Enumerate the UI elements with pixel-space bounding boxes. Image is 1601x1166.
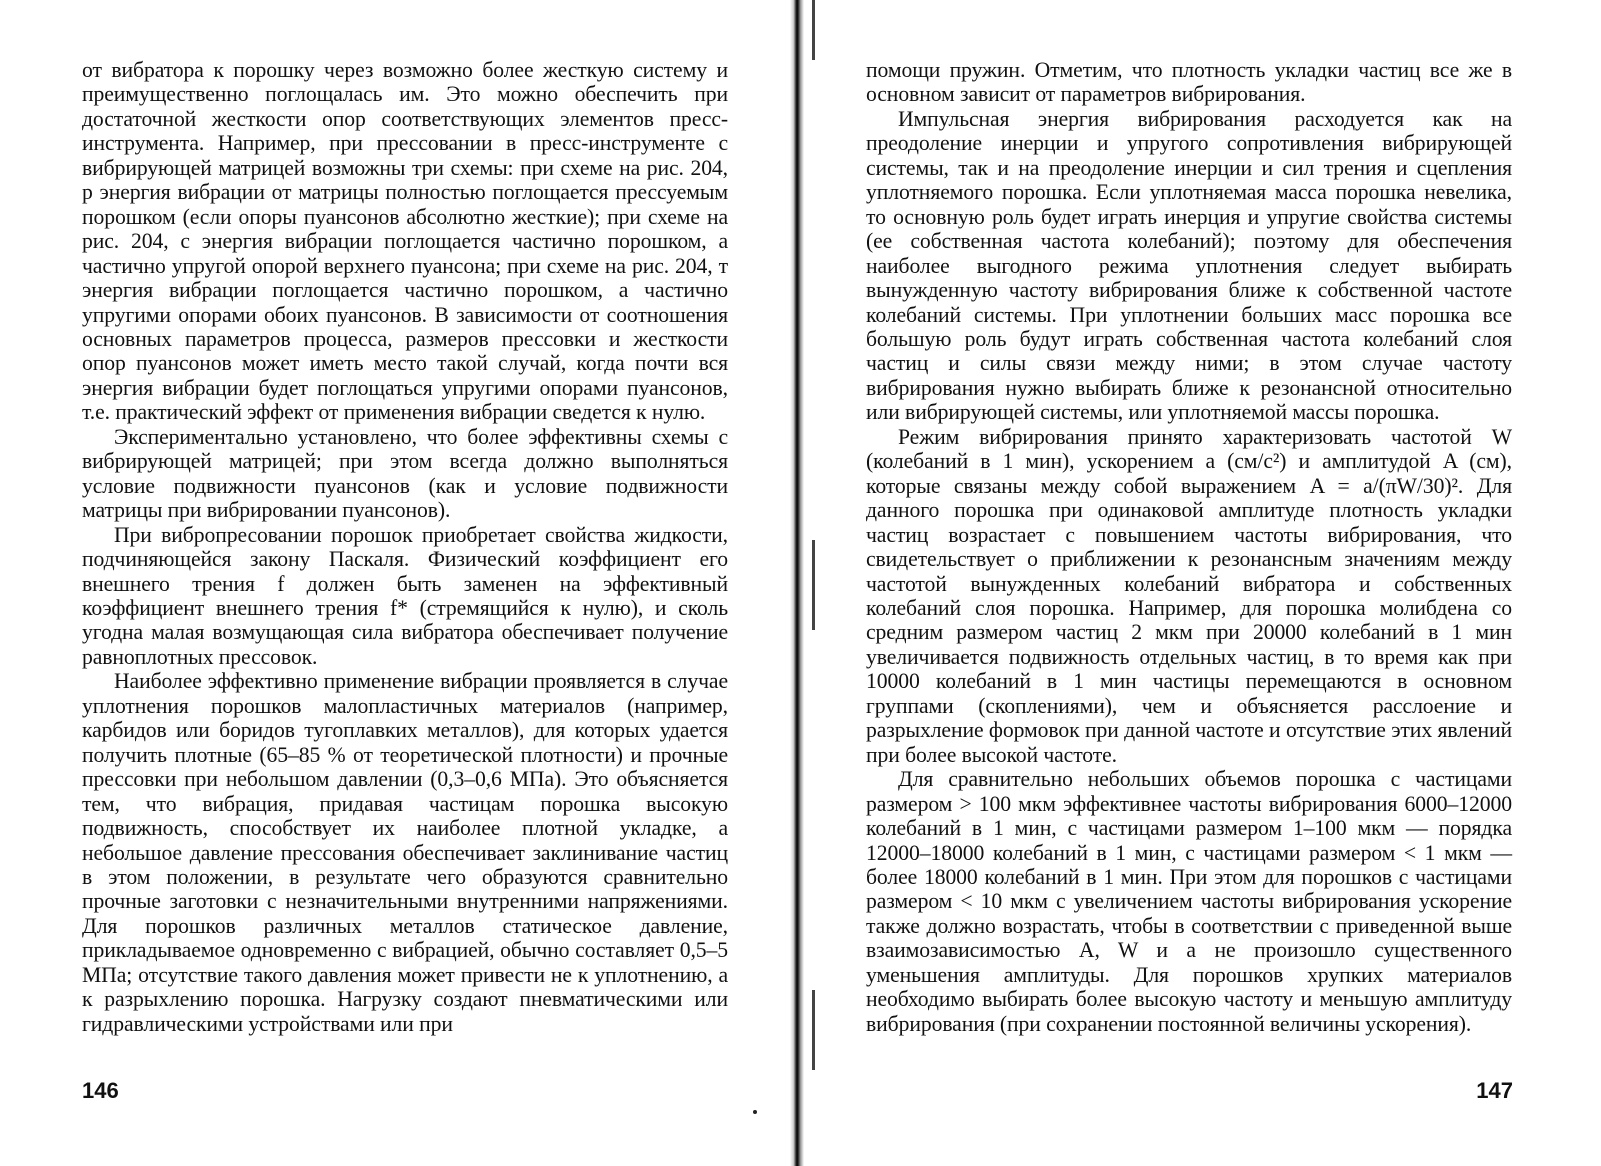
paragraph: Импульсная энергия вибрирования расходуется как на преодоление инерции и упругого сопротивления вибрирующей системы, так и на преодоление инерции и сил трения и сцепления уплотняемого порошка. Если уплотняемая масса порошка невелика, то основную роль будет играть инерция и упругие свойства системы (ее собственная частота колебаний); поэтому для обеспечения наиболее выгодного режима уплотнения следует выбирать вынужденную частоту вибрирования ближе к собственной частоте колебаний системы. При уплотнении больших масс порошка все большую роль будут играть собственная частота колебаний слоя частиц и силы связи между ними; в этом случае частоту вибрирования нужно выбирать ближе к резонансной относительно или вибрирующей системы, или уплотняемой массы порошка. — [866, 106, 1512, 425]
page-number-right: 147 — [1476, 1078, 1513, 1103]
paragraph: Наиболее эффективно применение вибрации проявляется в случае уплотнения порошков малопластичных материалов (например, карбидов или боридов тугоплавких металлов), для которых удается получить плотные (65–85 % от теоретической плотности) и прочные прессовки при небольшом давлении (0,3–0,6 МПа). Это объясняется тем, что вибрация, придавая частицам порошка высокую подвижность, способствует их наиболее плотной укладке, а небольшое давление прессования обеспечивает заклинивание частиц в этом положении, в результате чего образуются сравнительно прочные заготовки с незначительными внутренними напряжениями. Для порошков различных металлов статическое давление, прикладываемое одновременно с вибрацией, обычно составляет 0,5–5 МПа; отсутствие такого давления может привести не к уплотнению, а к разрыхлению порошка. Нагрузку создают пневматическими или гидравлическими устройствами или при — [82, 669, 728, 1036]
left-page — [0, 0, 790, 1166]
paragraph: Режим вибрирования принято характеризовать частотой W (колебаний в 1 мин), ускорением a (см/с²) и амплитудой A (см), которые связаны между собой выражением A = a/(πW/30)². Для данного порошка при одинаковой амплитуде плотность укладки частиц возрастает с повышением частоты вибрирования, что свидетельствует о приближении к резонансным значениям между частотой вынужденных колебаний вибратора и собственных колебаний слоя порошка. Например, для порошка молибдена со средним размером частиц 2 мкм при 20000 колебаний в 1 мин увеличивается подвижность отдельных частиц, в то время как при 10000 колебаний в 1 мин частицы перемещаются в основном группами (скоплениями), чем и объясняется расслоение и разрыхление формовок при данной частоте и отсутствие этих явлений при более высокой частоте. — [866, 424, 1512, 767]
right-page — [800, 0, 1601, 1166]
paragraph: помощи пружин. Отметим, что плотность укладки частиц все же в основном зависит от параметров вибрирования. — [866, 58, 1512, 107]
scan-speck — [753, 1110, 757, 1114]
paragraph: При вибропресовании порошок приобретает свойства жидкости, подчиняющейся закону Паскаля. Физический коэффициент его внешнего трения f должен быть заменен на эффективный коэффициент внешнего трения f* (стремящийся к нулю), и сколь угодна малая возмущающая сила вибратора обеспечивает получение равноплотных прессовок. — [82, 522, 728, 669]
paragraph: от вибратора к порошку через возможно более жесткую систему и преимущественно поглощалась им. Это можно обеспечить при достаточной жесткости опор соответствующих элементов пресс-инструмента. Например, при прессовании в пресс-инструменте с вибрирующей матрицей возможны три схемы: при схеме на рис. 204, р энергия вибрации от матрицы полностью поглощается прессуемым порошком (если опоры пуансонов абсолютно жесткие); при схеме на рис. 204, с энергия вибрации поглощается частично порошком, а частично упругой опорой верхнего пуансона; при схеме на рис. 204, т энергия вибрации поглощается частично порошком, а частично упругими опорами обоих пуансонов. В зависимости от соотношения основных параметров процесса, размеров прессовки и жесткости опор пуансонов может иметь место такой случай, когда почти вся энергия вибрации будет поглощаться упругими опорами пуансонов, т.е. практический эффект от применения вибрации сведется к нулю. — [82, 58, 728, 425]
left-page-text — [82, 58, 728, 1036]
right-page-text — [866, 58, 1512, 1036]
paragraph: Экспериментально установлено, что более эффективны схемы с вибрирующей матрицей; при этом всегда должно выполняться условие подвижности пуансонов (как и условие подвижности матрицы при вибрировании пуансонов). — [82, 424, 728, 523]
paragraph: Для сравнительно небольших объемов порошка с частицами размером > 100 мкм эффективнее частоты вибрирования 6000–12000 колебаний в 1 мин, с частицами размером 1–100 мкм — порядка 12000–18000 колебаний в 1 мин, с частицами размером < 1 мкм — более 18000 колебаний в 1 мин. При этом для порошков с частицами размером < 10 мкм с увеличением частоты вибрирования ускорение также должно возрастать, чтобы в соответствии с приведенной выше взаимозависимостью A, W и a не произошло существенного уменьшения амплитуды. Для порошков хрупких материалов необходимо выбирать более высокую частоту и меньшую амплитуду вибрирования (при сохранении постоянной величины ускорения). — [866, 767, 1512, 1036]
page-number-left: 146 — [82, 1078, 119, 1103]
